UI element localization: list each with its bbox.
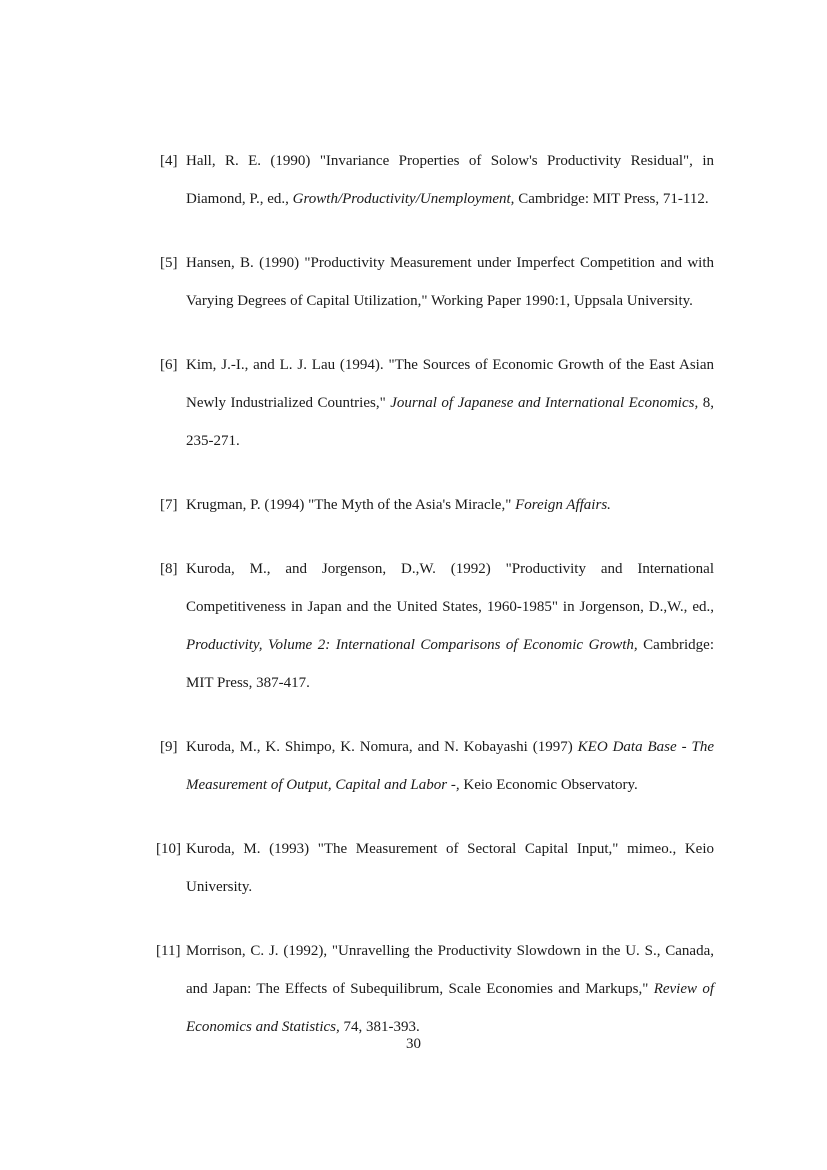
reference-number: [4]	[160, 153, 178, 169]
reference-item	[160, 728, 714, 804]
reference-text: Krugman, P. (1994) "The Myth of the Asia's Miracle,"	[186, 497, 516, 513]
reference-number: [7]	[160, 497, 178, 513]
reference-item	[156, 830, 714, 906]
page-number: 30	[406, 1036, 421, 1052]
reference-title: Growth/Productivity/Unemployment,	[292, 191, 515, 207]
reference-text: Cambridge: MIT Press, 71-112.	[514, 191, 709, 207]
reference-text: Kuroda, M., and Jorgenson, D.,W. (1992) "Productivity and International Competitiveness in Japan and the United States, 1960-1985" in Jorgenson, D.,W., ed.,	[186, 561, 714, 615]
reference-number: [8]	[160, 561, 178, 577]
reference-number: [10]	[156, 841, 181, 857]
reference-text: Kuroda, M., K. Shimpo, K. Nomura, and N. Kobayashi (1997)	[186, 739, 578, 755]
reference-item	[160, 244, 714, 320]
reference-list	[156, 142, 715, 1072]
reference-title: KEO Data Base - The Measurement of Output, Capital and Labor -,	[186, 739, 715, 793]
reference-number: [9]	[160, 739, 178, 755]
reference-item	[160, 142, 714, 218]
reference-title: Journal of Japanese and International Economics,	[390, 395, 699, 411]
reference-number: [5]	[160, 255, 178, 271]
reference-text: 8, 235-271.	[186, 395, 714, 449]
reference-text: Morrison, C. J. (1992), "Unravelling the Productivity Slowdown in the U. S., Canada, and Japan: The Effects of Subequilibrum, Scale Economies and Markups,"	[186, 943, 714, 997]
reference-title: Foreign Affairs.	[515, 497, 611, 513]
reference-text: 74, 381-393.	[339, 1019, 420, 1035]
reference-item	[156, 932, 714, 1046]
reference-title: Review of Economics and Statistics,	[186, 981, 714, 1035]
reference-number: [6]	[160, 357, 178, 373]
reference-title: Productivity, Volume 2: International Comparisons of Economic Growth,	[186, 637, 638, 653]
reference-text: Kuroda, M. (1993) "The Measurement of Sectoral Capital Input," mimeo., Keio University.	[186, 841, 714, 895]
reference-text: Hansen, B. (1990) "Productivity Measurement under Imperfect Competition and with Varying Degrees of Capital Utilization," Working Paper 1990:1, Uppsala University.	[186, 255, 714, 309]
reference-item	[160, 486, 714, 524]
reference-item	[160, 346, 714, 460]
reference-item	[160, 550, 714, 702]
reference-text: Kim, J.-I., and L. J. Lau (1994). "The Sources of Economic Growth of the East Asian Newly Industrialized Countries,"	[186, 357, 714, 411]
reference-text: Hall, R. E. (1990) "Invariance Properties of Solow's Productivity Residual", in Diamond, P., ed.,	[186, 153, 714, 207]
reference-text: Keio Economic Observatory.	[459, 777, 638, 793]
reference-text: Cambridge: MIT Press, 387-417.	[186, 637, 714, 691]
reference-number: [11]	[156, 943, 181, 959]
